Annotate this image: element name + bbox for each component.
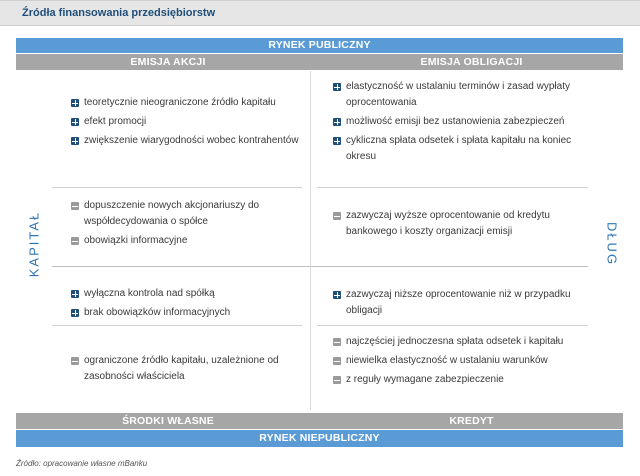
list-item — [71, 233, 301, 249]
bottom-band — [16, 430, 623, 447]
cell-kredyt-minus — [333, 334, 573, 391]
minus-icon — [71, 357, 79, 365]
list-item — [333, 334, 573, 350]
list-item — [71, 95, 301, 111]
list-item — [71, 353, 301, 385]
list-item-text: ograniczone źródło kapitału, uzależnione od zasobności właściciela — [84, 355, 279, 382]
top-band-label: RYNEK PUBLICZNY — [268, 39, 371, 51]
list-item-text: cykliczna spłata odsetek i spłata kapitału na koniec okresu — [346, 135, 572, 162]
cell-akcje-plus — [71, 95, 301, 152]
horizontal-axis-line — [52, 266, 588, 267]
cell-wlasne-plus — [71, 286, 301, 324]
list-item-text: obowiązki informacyjne — [84, 235, 188, 246]
plus-icon — [71, 290, 79, 298]
minus-icon — [333, 212, 341, 220]
list-item-text: zazwyczaj wyższe oprocentowanie od kredytu bankowego i koszty organizacji emisji — [346, 210, 550, 237]
plus-icon — [333, 83, 341, 91]
list-item-text: elastyczność w ustalaniu terminów i zasad wypłaty oprocentowania — [346, 81, 570, 108]
footer-band — [16, 413, 623, 429]
plus-icon — [333, 137, 341, 145]
plus-icon — [71, 309, 79, 317]
list-item-text: niewielka elastyczność w ustalaniu warunków — [346, 355, 548, 366]
list-item — [333, 208, 573, 240]
plus-icon — [71, 99, 79, 107]
source-note: Źródło: opracowanie własne mBanku — [16, 459, 148, 468]
list-item-text: najczęściej jednoczesna spłata odsetek i kapitału — [346, 336, 564, 347]
list-item — [333, 353, 573, 369]
divider-line — [52, 187, 302, 188]
cell-wlasne-minus — [71, 353, 301, 388]
list-item — [333, 133, 573, 165]
list-item-text: możliwość emisji bez ustanowienia zabezpieczeń — [346, 116, 565, 127]
list-item-text: wyłączna kontrola nad spółką — [84, 288, 215, 299]
list-item — [71, 305, 301, 321]
list-item — [333, 372, 573, 388]
divider-line — [317, 187, 588, 188]
footer-right: KREDYT — [449, 415, 494, 427]
minus-icon — [71, 237, 79, 245]
minus-icon — [333, 376, 341, 384]
list-item-text: efekt promocji — [84, 116, 147, 127]
list-item-text: zazwyczaj niższe oprocentowanie niż w przypadku obligacji — [346, 289, 571, 316]
cell-obligacje-plus — [333, 79, 573, 168]
list-item-text: teoretycznie nieograniczone źródło kapitału — [84, 97, 276, 108]
title-bar — [0, 0, 640, 26]
list-item — [71, 198, 301, 230]
plus-icon — [71, 118, 79, 126]
diagram-title: Źródła finansowania przedsiębiorstw — [22, 7, 216, 19]
header-left: EMISJA AKCJI — [130, 56, 206, 68]
vertical-axis-line — [310, 71, 311, 410]
top-band — [16, 38, 623, 53]
minus-icon — [333, 338, 341, 346]
header-band — [16, 54, 623, 70]
cell-kredyt-plus — [333, 287, 573, 322]
cell-obligacje-minus — [333, 208, 573, 243]
bottom-band-label: RYNEK NIEPUBLICZNY — [259, 432, 380, 444]
list-item — [333, 79, 573, 111]
plus-icon — [333, 118, 341, 126]
list-item-text: z reguły wymagane zabezpieczenie — [346, 374, 504, 385]
list-item-text: zwiększenie wiarygodności wobec kontrahentów — [84, 135, 299, 146]
cell-akcje-minus — [71, 198, 301, 252]
minus-icon — [333, 357, 341, 365]
list-item — [71, 114, 301, 130]
list-item — [333, 114, 573, 130]
list-item — [71, 133, 301, 149]
divider-line — [52, 325, 302, 326]
plus-icon — [71, 137, 79, 145]
side-label-left: KAPITAŁ — [26, 210, 42, 278]
list-item — [333, 287, 573, 319]
plus-icon — [333, 291, 341, 299]
list-item-text: dopuszczenie nowych akcjonariuszy do współdecydowania o spółce — [84, 200, 260, 227]
minus-icon — [71, 202, 79, 210]
side-label-right: DŁUG — [604, 221, 620, 267]
footer-left: ŚRODKI WŁASNE — [122, 415, 214, 427]
header-right: EMISJA OBLIGACJI — [420, 56, 523, 68]
list-item-text: brak obowiązków informacyjnych — [84, 307, 231, 318]
divider-line — [317, 325, 588, 326]
list-item — [71, 286, 301, 302]
